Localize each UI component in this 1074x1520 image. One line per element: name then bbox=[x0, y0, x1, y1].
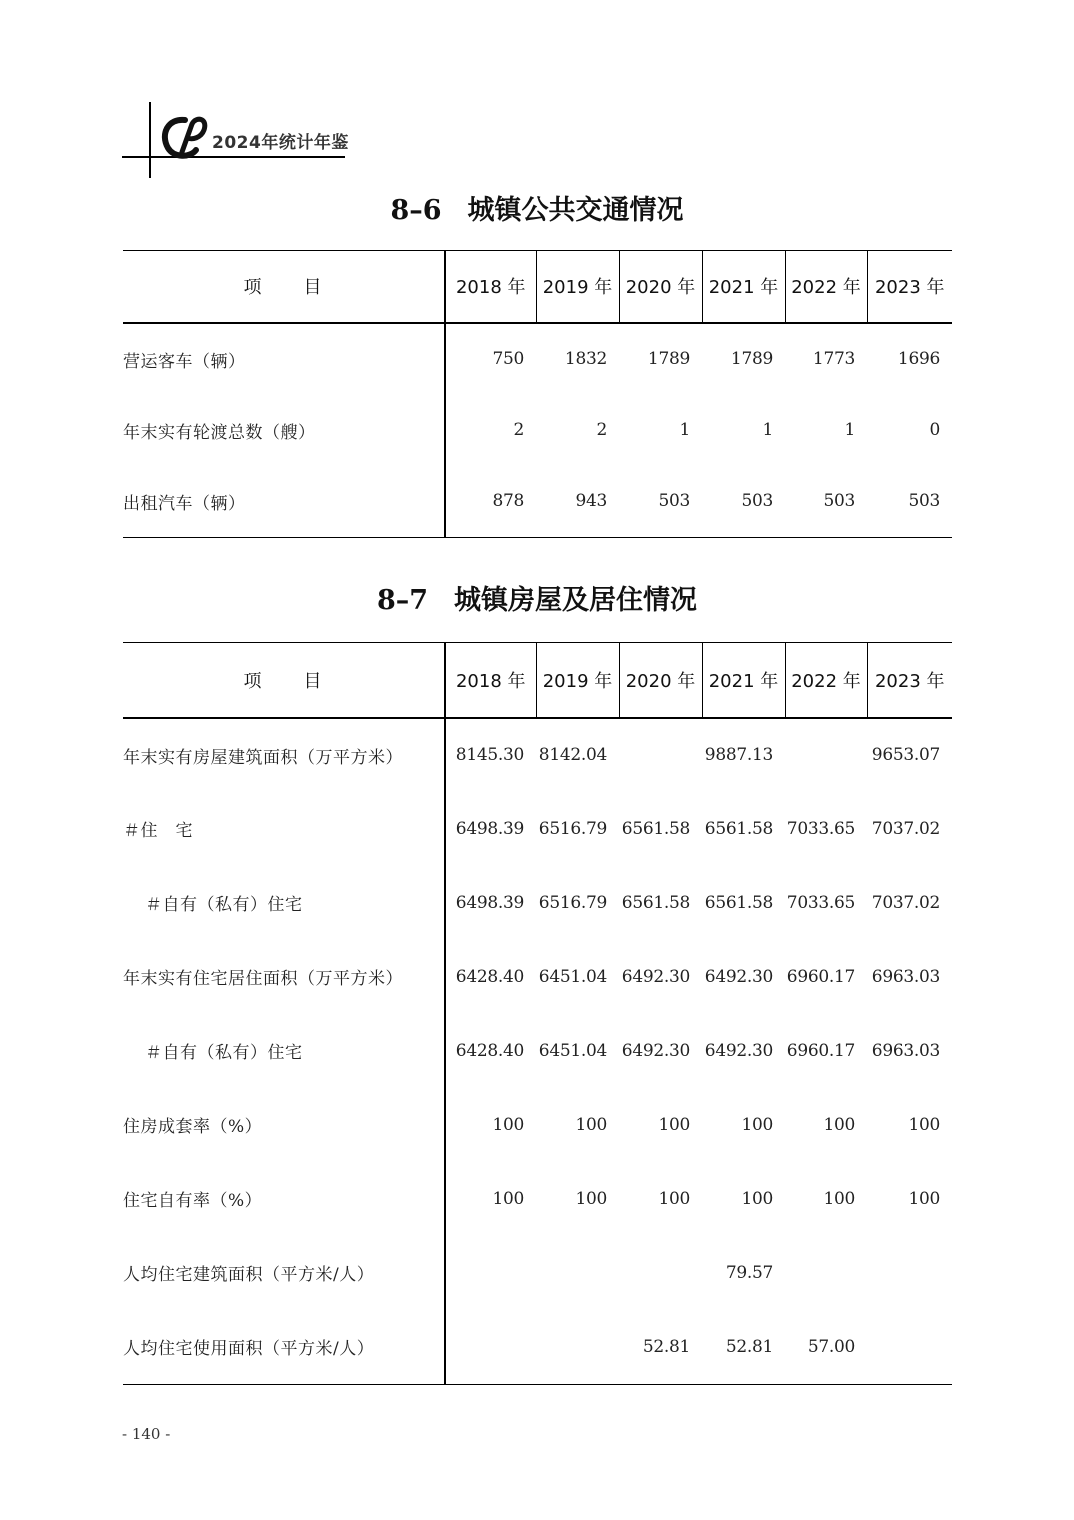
cell-value: 503 bbox=[908, 491, 940, 512]
cell-value bbox=[785, 1236, 867, 1310]
table-row bbox=[123, 718, 952, 792]
cell-value: 7033.65 bbox=[786, 818, 855, 839]
cell-value bbox=[536, 1310, 619, 1385]
year-header: 2021 年 bbox=[702, 251, 785, 323]
row-label: 住宅自有率（%） bbox=[123, 1162, 445, 1236]
table-row bbox=[123, 395, 952, 466]
cell-value: 1 bbox=[844, 420, 855, 440]
row-label: 人均住宅建筑面积（平方米/人） bbox=[123, 1236, 445, 1310]
table-title-text: 城镇房屋及居住情况 bbox=[454, 585, 698, 616]
table-row bbox=[123, 1014, 952, 1088]
cell-value: 9653.07 bbox=[871, 745, 940, 765]
row-label: 出租汽车（辆） bbox=[123, 466, 445, 538]
cell-value: 57.00 bbox=[807, 1336, 855, 1357]
cell-value: 6963.03 bbox=[871, 966, 940, 987]
yearbook-header bbox=[0, 0, 400, 190]
table-number: 8–7 bbox=[376, 585, 429, 616]
cell-value: 6516.79 bbox=[538, 892, 607, 913]
table-row bbox=[123, 792, 952, 866]
cell-value: 6492.30 bbox=[621, 966, 690, 987]
cell-value: 6960.17 bbox=[786, 1040, 855, 1061]
year-header: 2018 年 bbox=[445, 643, 536, 718]
table-row bbox=[123, 1236, 952, 1310]
year-header: 2021 年 bbox=[702, 643, 785, 718]
cell-value: 1773 bbox=[812, 349, 855, 369]
row-label: ＃自有（私有）住宅 bbox=[123, 1014, 445, 1088]
cell-value: 6492.30 bbox=[704, 1040, 773, 1061]
row-label: ＃住 宅 bbox=[123, 792, 445, 866]
cell-value bbox=[445, 1310, 536, 1385]
cell-value: 2 bbox=[596, 420, 607, 440]
cell-value: 2 bbox=[513, 420, 524, 440]
table-row bbox=[123, 1088, 952, 1162]
year-header: 2019 年 bbox=[536, 643, 619, 718]
cell-value: 6561.58 bbox=[621, 818, 690, 839]
cell-value: 6428.40 bbox=[455, 1040, 524, 1061]
row-label: 年末实有住宅居住面积（万平方米） bbox=[123, 940, 445, 1014]
yearbook-logo-icon bbox=[0, 0, 400, 190]
table-row bbox=[123, 1310, 952, 1385]
row-label: 住房成套率（%） bbox=[123, 1088, 445, 1162]
cell-value: 1789 bbox=[647, 349, 690, 369]
cell-value: 6498.39 bbox=[455, 818, 524, 839]
cell-value: 6451.04 bbox=[538, 966, 607, 987]
cell-value bbox=[867, 1236, 952, 1310]
cell-value: 7037.02 bbox=[871, 892, 940, 913]
cell-value: 0 bbox=[929, 420, 940, 440]
public-transport-table bbox=[123, 250, 952, 538]
row-label: 人均住宅使用面积（平方米/人） bbox=[123, 1310, 445, 1385]
row-label: 营运客车（辆） bbox=[123, 323, 445, 395]
cell-value: 6561.58 bbox=[621, 892, 690, 913]
housing-table bbox=[123, 642, 952, 1385]
page-number: - 140 - bbox=[122, 1425, 171, 1443]
table-header-row bbox=[123, 643, 952, 718]
cell-value: 6492.30 bbox=[621, 1040, 690, 1061]
cell-value: 6963.03 bbox=[871, 1040, 940, 1061]
year-header: 2018 年 bbox=[445, 251, 536, 323]
cell-value: 8145.30 bbox=[455, 745, 524, 765]
table-row bbox=[123, 1162, 952, 1236]
cell-value: 1 bbox=[762, 420, 773, 440]
row-label: 年末实有房屋建筑面积（万平方米） bbox=[123, 718, 445, 792]
year-header: 2023 年 bbox=[867, 251, 952, 323]
cell-value: 100 bbox=[492, 1114, 524, 1135]
item-column-header: 项 目 bbox=[123, 643, 445, 718]
cell-value: 6492.30 bbox=[704, 966, 773, 987]
cell-value: 100 bbox=[908, 1114, 940, 1135]
cell-value: 100 bbox=[658, 1188, 690, 1209]
cell-value: 100 bbox=[741, 1114, 773, 1135]
cell-value bbox=[536, 1236, 619, 1310]
cell-value: 1789 bbox=[730, 349, 773, 369]
cell-value bbox=[619, 718, 702, 792]
year-header: 2023 年 bbox=[867, 643, 952, 718]
cell-value: 1 bbox=[679, 420, 690, 440]
cell-value: 100 bbox=[492, 1188, 524, 1209]
cell-value: 1696 bbox=[897, 349, 940, 369]
cell-value: 52.81 bbox=[725, 1336, 773, 1357]
cell-value: 6428.40 bbox=[455, 966, 524, 987]
year-header: 2022 年 bbox=[785, 251, 867, 323]
cell-value: 52.81 bbox=[642, 1336, 690, 1357]
cell-value: 503 bbox=[658, 491, 690, 512]
year-header: 2019 年 bbox=[536, 251, 619, 323]
cell-value bbox=[785, 718, 867, 792]
cell-value: 100 bbox=[575, 1188, 607, 1209]
year-header: 2022 年 bbox=[785, 643, 867, 718]
cell-value: 100 bbox=[823, 1114, 855, 1135]
item-column-header: 项 目 bbox=[123, 251, 445, 323]
cell-value: 9887.13 bbox=[704, 745, 773, 765]
cell-value: 100 bbox=[741, 1188, 773, 1209]
table-row bbox=[123, 940, 952, 1014]
year-header: 2020 年 bbox=[619, 643, 702, 718]
cell-value: 6561.58 bbox=[704, 818, 773, 839]
cell-value: 6451.04 bbox=[538, 1040, 607, 1061]
cell-value: 6498.39 bbox=[455, 892, 524, 913]
cell-value: 6561.58 bbox=[704, 892, 773, 913]
table-8-7-title bbox=[0, 578, 1074, 617]
cell-value: 100 bbox=[658, 1114, 690, 1135]
table-row bbox=[123, 466, 952, 538]
yearbook-title: 2024年统计年鉴 bbox=[212, 133, 349, 153]
cell-value: 8142.04 bbox=[538, 745, 607, 765]
cell-value: 750 bbox=[492, 349, 524, 369]
cell-value: 878 bbox=[492, 491, 524, 512]
table-8-6-title bbox=[0, 188, 1074, 227]
cell-value bbox=[445, 1236, 536, 1310]
table-title-text: 城镇公共交通情况 bbox=[467, 195, 684, 226]
cell-value: 79.57 bbox=[725, 1262, 773, 1283]
year-header: 2020 年 bbox=[619, 251, 702, 323]
row-label: ＃自有（私有）住宅 bbox=[123, 866, 445, 940]
cell-value: 6516.79 bbox=[538, 818, 607, 839]
cell-value: 1832 bbox=[564, 349, 607, 369]
cell-value: 100 bbox=[908, 1188, 940, 1209]
cell-value: 7033.65 bbox=[786, 892, 855, 913]
cell-value bbox=[619, 1236, 702, 1310]
table-row bbox=[123, 323, 952, 395]
row-label: 年末实有轮渡总数（艘） bbox=[123, 395, 445, 466]
table-row bbox=[123, 866, 952, 940]
cell-value: 7037.02 bbox=[871, 818, 940, 839]
cell-value: 100 bbox=[575, 1114, 607, 1135]
table-header-row bbox=[123, 251, 952, 323]
table-number: 8–6 bbox=[390, 195, 442, 226]
cell-value bbox=[867, 1310, 952, 1385]
cell-value: 6960.17 bbox=[786, 966, 855, 987]
cell-value: 503 bbox=[823, 491, 855, 512]
cell-value: 100 bbox=[823, 1188, 855, 1209]
cell-value: 943 bbox=[575, 491, 607, 512]
cell-value: 503 bbox=[741, 491, 773, 512]
